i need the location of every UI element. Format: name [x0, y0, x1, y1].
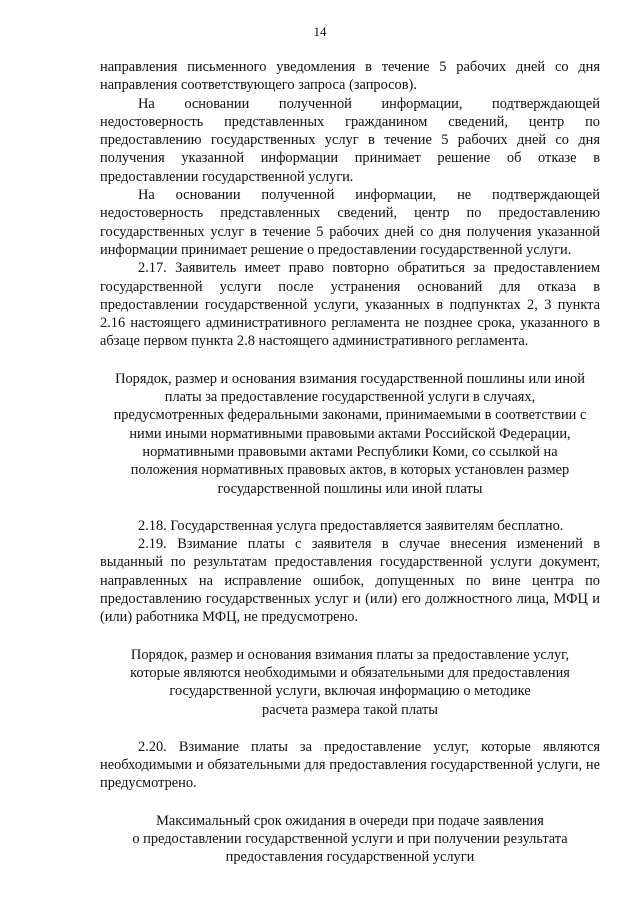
paragraph-2-18: 2.18. Государственная услуга предоставляется заявителям бесплатно. — [138, 517, 564, 534]
heading-line: государственной пошлины или иной платы — [217, 480, 483, 497]
paragraph-refusal-basis: На основании полученной информации, подтверждающей недостоверность представленных гражданином сведений, центр по предоставлению государственных услуг в течение 5 рабочих дней со дня получения указанной информации принимает решение об отказе в предоставлении государственной услуги. — [100, 95, 600, 185]
heading-line: платы за предоставление государственной услуги в случаях, — [164, 389, 536, 406]
heading-line: расчета размера такой платы — [262, 701, 438, 718]
heading-line: предоставления государственной услуги — [225, 849, 475, 866]
section-heading-state-fee — [100, 370, 600, 498]
section-heading-queue-time — [100, 812, 600, 867]
paragraph-2-20: 2.20. Взимание платы за предоставление услуг, которые являются необходимыми и обязательными для предоставления государственной услуги, не предусмотрено. — [100, 738, 600, 792]
heading-line: ними иными нормативными правовыми актами Российской Федерации, — [129, 425, 571, 442]
paragraph-2-17: 2.17. Заявитель имеет право повторно обратиться за предоставлением государственной услуги после устранения оснований для отказа в предоставлении государственной услуги, указанных в подпунктах 2, 3 пункта 2.16 настоящего административного регламента не позднее срока, указанного в абзаце первом пункта 2.8 настоящего административного регламента. — [100, 260, 600, 350]
paragraph-grant-basis: На основании полученной информации, не подтверждающей недостоверность представленных сведений, центр по предоставлению государственных услуг в течение 5 рабочих дней со дня получения указанной информации принимает решение о предоставлении государственной услуги. — [100, 187, 600, 258]
heading-line: Порядок, размер и основания взимания платы за предоставление услуг, — [130, 646, 570, 663]
document-body — [100, 58, 600, 867]
heading-line: Максимальный срок ожидания в очереди при подаче заявления — [156, 812, 544, 829]
page-number: 14 — [313, 24, 327, 39]
heading-line: нормативными правовыми актами Республики Коми, со ссылкой на — [142, 443, 558, 460]
heading-line: Порядок, размер и основания взимания государственной пошлины или иной — [115, 370, 585, 387]
heading-line: предусмотренных федеральными законами, принимаемыми в соответствии с — [113, 407, 587, 424]
section-heading-service-fee — [100, 646, 600, 719]
heading-line: государственной услуги, включая информацию о методике — [169, 683, 531, 700]
heading-line: о предоставлении государственной услуги и при получении результата — [132, 830, 568, 847]
heading-line: которые являются необходимыми и обязательными для предоставления — [130, 664, 570, 681]
paragraph-continuation: направления письменного уведомления в течение 5 рабочих дней со дня направления соответствующего запроса (запросов). — [100, 59, 600, 94]
paragraph-2-19: 2.19. Взимание платы с заявителя в случае внесения изменений в выданный по результатам предоставления государственной услуги документ, направленных на исправление ошибок, допущенных по вине центра по предоставлению государственных услуг и (или) его должностного лица, МФЦ и (или) работника МФЦ, не предусмотрено. — [100, 536, 600, 626]
heading-line: положения нормативных правовых актов, в которых установлен размер — [130, 462, 570, 479]
